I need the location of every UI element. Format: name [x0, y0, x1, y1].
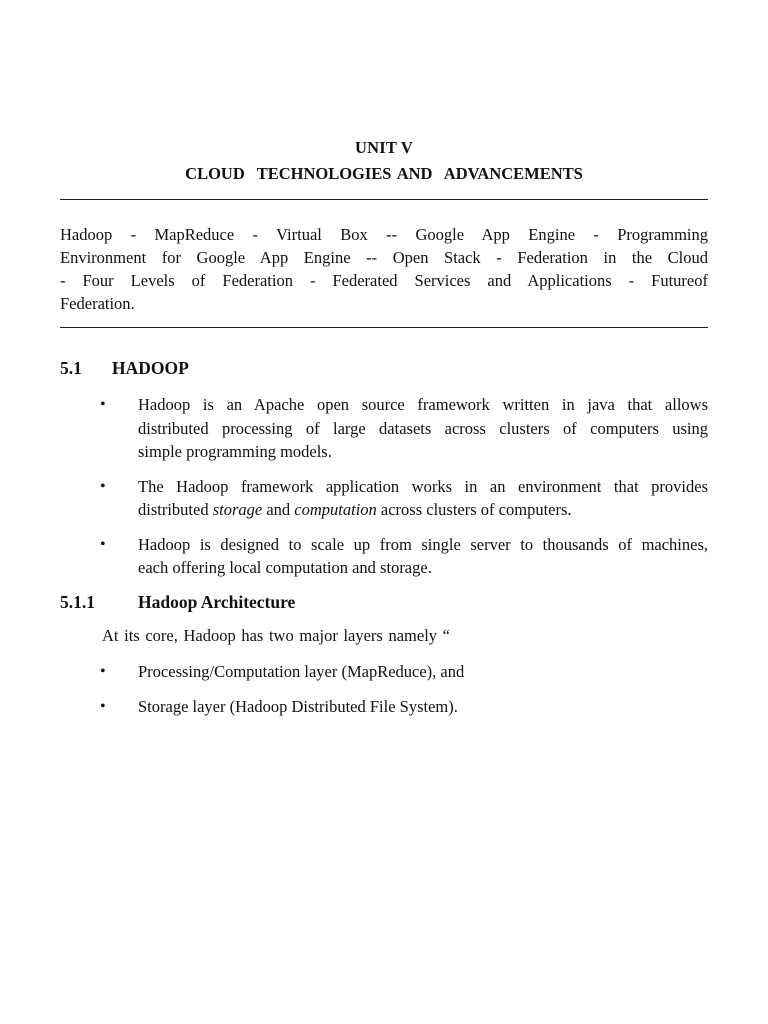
section-number: 5.1	[60, 358, 82, 378]
section-title: HADOOP	[112, 358, 189, 378]
bullet-icon: •	[100, 535, 106, 553]
unit-title: UNIT V	[355, 138, 413, 157]
text-run: and	[262, 500, 295, 519]
list-item	[60, 695, 708, 719]
bullet-icon: •	[100, 477, 106, 495]
syllabus-line: Environment for Google App Engine -- Open Stack - Federation in the Cloud	[60, 248, 708, 267]
section-heading	[60, 358, 189, 379]
bullet-icon: •	[100, 396, 106, 413]
list-item	[60, 660, 708, 684]
text-run: across clusters of computers.	[376, 500, 572, 519]
bullet-icon: •	[100, 697, 106, 715]
list-item-line	[138, 498, 708, 522]
subsection-title: Hadoop Architecture	[138, 592, 296, 612]
subsection-heading	[60, 592, 295, 613]
subsection-intro: At its core, Hadoop has two major layers namely “	[102, 626, 450, 645]
divider-bottom	[60, 327, 708, 328]
list-item-line: Hadoop is designed to scale up from single server to thousands of machines,	[138, 534, 708, 554]
syllabus-line: - Four Levels of Federation - Federated Services and Applications - Futureof	[60, 271, 708, 290]
list-item-line: Hadoop is an Apache open source framework written in java that allows	[138, 395, 708, 414]
list-item-line: Storage layer (Hadoop Distributed File System).	[138, 696, 458, 716]
list-item	[60, 393, 708, 464]
divider-top	[60, 199, 708, 200]
list-item-line: Processing/Computation layer (MapReduce), and	[138, 662, 465, 681]
list-item-line: distributed processing of large datasets across clusters of computers using	[138, 418, 708, 438]
list-item-line: The Hadoop framework application works in an environment that provides	[138, 476, 708, 496]
subsection-bullet-list	[60, 660, 708, 729]
text-run: distributed	[138, 500, 213, 519]
subsection-number: 5.1.1	[60, 592, 95, 612]
emphasis-computation: computation	[294, 500, 377, 519]
list-item	[60, 533, 708, 580]
syllabus-paragraph	[60, 223, 708, 315]
section-bullet-list	[60, 393, 708, 591]
unit-subtitle: CLOUD TECHNOLOGIES AND ADVANCEMENTS	[185, 164, 583, 183]
list-item	[60, 475, 708, 522]
list-item-line: simple programming models.	[138, 442, 332, 461]
list-item-line: each offering local computation and storage.	[138, 558, 432, 577]
syllabus-line: Hadoop - MapReduce - Virtual Box -- Google App Engine - Programming	[60, 225, 708, 244]
bullet-icon: •	[100, 663, 106, 680]
emphasis-storage: storage	[212, 500, 263, 519]
syllabus-line: Federation.	[60, 294, 135, 313]
